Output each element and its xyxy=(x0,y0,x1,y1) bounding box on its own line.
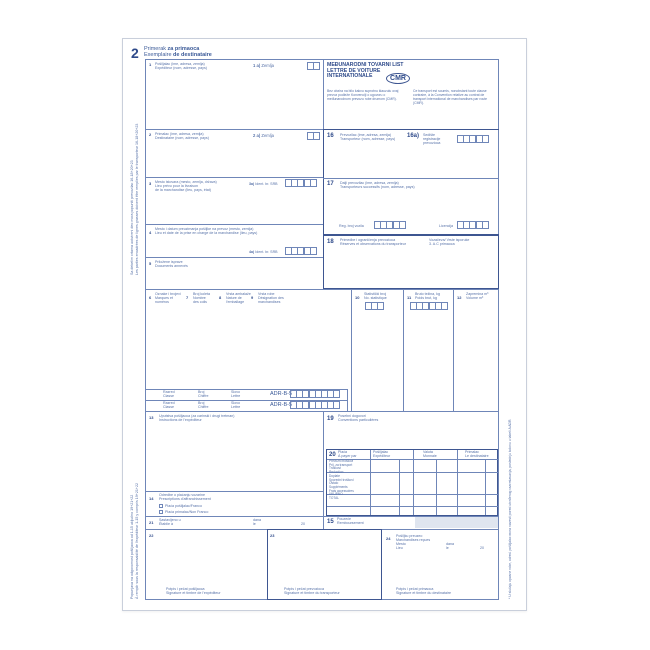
field-20-head-sr: Plaća xyxy=(338,450,347,454)
field-24-place-fr: Lieu xyxy=(396,546,403,550)
dg-row1-boxes[interactable] xyxy=(290,390,340,398)
frame-top xyxy=(145,59,498,60)
field-2a-label xyxy=(253,134,274,138)
dg-row2-class-sr: Razred xyxy=(163,401,175,405)
field-21-year: 20 xyxy=(301,522,305,526)
field-24-date-sr: dana xyxy=(446,542,454,546)
field-11-label-fr: Poids brut, kg xyxy=(415,296,437,300)
checkbox-non-franco[interactable] xyxy=(159,510,163,514)
field-2-label-sr: Primalac (ime, adresa, zemlja) xyxy=(155,132,204,136)
field-16-label-fr: Transporteur (nom, adresse, pays) xyxy=(340,137,396,141)
divider-1-2 xyxy=(145,129,323,130)
col-divider-12 xyxy=(453,289,454,411)
f20-row-label: Prij. za transport xyxy=(329,462,353,467)
field-17-reg-boxes[interactable] xyxy=(374,221,405,229)
divider-16-17 xyxy=(323,178,499,179)
field-20-col3-fr: Le destinataire xyxy=(465,454,489,458)
field-4a-text: Ident. br. SRB xyxy=(255,250,278,254)
dg-row2-number-fr: Chiffre xyxy=(198,405,209,409)
f20-row-label: UKUPNO xyxy=(329,492,343,497)
dg-right-line xyxy=(347,389,348,411)
field-16a-label-1: Sedište xyxy=(423,133,435,137)
field-4-number: 4 xyxy=(149,230,152,235)
dg-row1-class-fr: Classe xyxy=(163,394,174,398)
field-1a-number: 1 a) xyxy=(253,63,261,68)
field-24-label-fr: Marchandises reçues xyxy=(396,538,431,542)
dg-row2-code: ADR-B-5 xyxy=(270,402,293,408)
field-17-licence-label: Licencija xyxy=(439,224,453,228)
f20-row-label: Suppléments xyxy=(329,484,348,489)
field-14-option-franco[interactable] xyxy=(159,504,202,508)
field-20-col3-sr: Primalac xyxy=(465,450,479,454)
option-franco-label: Plaća pošiljalac/Franco xyxy=(165,504,202,508)
field-14-label-fr: Prescriptions d'affranchissement xyxy=(159,497,211,501)
dg-row2-letter-fr: Lettre xyxy=(231,405,241,409)
copy-label-sr-bold: za primaoca xyxy=(167,46,200,52)
field-7-label-fr: Nombre des colis xyxy=(193,296,207,305)
field-2-number: 2 xyxy=(149,132,152,137)
field-16a-boxes[interactable] xyxy=(457,135,488,143)
field-11-number: 11 xyxy=(407,295,412,300)
field-10-label-fr: No. statistique xyxy=(364,296,387,300)
field-21-date-sr: dana xyxy=(253,518,261,522)
f20-row-label: Doplate xyxy=(329,473,340,478)
divider-goods-13 xyxy=(145,411,499,412)
field-20-col2-sr: Valuta xyxy=(423,450,433,454)
field-3-label-sr: Mesto istovara (mesto, zemlja, država) xyxy=(155,180,217,184)
field-10-label-sr: Statistički broj xyxy=(364,292,387,296)
field-5-number: 5 xyxy=(149,261,152,266)
dg-row2-class-fr: Classe xyxy=(163,405,174,409)
divider-14-21 xyxy=(145,516,323,517)
field-20-col1-sr: Pošiljalac xyxy=(373,450,389,454)
title-line-1: MEĐUNARODNI TOVARNI LIST xyxy=(327,62,404,68)
field-13-label-sr: Uputstva pošiljaoca (za carinski i drugi tretman) xyxy=(159,414,235,418)
field-1a-text: Zemlja xyxy=(261,63,274,68)
field-2-label-fr: Destinataire (nom, adresse, pays) xyxy=(155,136,209,140)
field-23-number: 23 xyxy=(270,533,275,538)
field-24-year: 20 xyxy=(480,546,484,550)
dg-row1-number-sr: Broj xyxy=(198,390,205,394)
field-4a-boxes[interactable] xyxy=(285,247,316,255)
field-8-label-fr: Nature de l'emballage xyxy=(226,296,245,305)
field-16a-label-2: registracije xyxy=(423,137,441,141)
field-15-number: 15 xyxy=(327,519,334,525)
field-16a-label-3: prevozioca xyxy=(423,141,441,145)
field-3-label-fr2: de la marchandise (lieu, pays, état) xyxy=(155,188,211,192)
field-1-label-fr: Expéditeur (nom, adresse, pays) xyxy=(155,66,207,70)
field-24-number: 24 xyxy=(386,536,391,541)
field-1a-label xyxy=(253,64,274,68)
field-21-date-fr: le xyxy=(253,522,256,526)
field-7-label-sr: Broj koleta xyxy=(193,292,210,296)
field-18-label-fr: Réserves et observations du transporteur xyxy=(340,242,406,246)
field-20-head-fr: À payer par xyxy=(338,454,357,458)
field-1-label-sr: Pošiljalac (ime, adresa, zemlja) xyxy=(155,62,205,66)
field-3-label-fr: Lieu prévu pour la livraison xyxy=(155,184,198,188)
field-1-number: 1 xyxy=(149,62,152,67)
field-2a-text: Zemlja xyxy=(261,133,274,138)
side-left-bottom-sr: Popunjava na odgovornost pošiljaoca od 1-15 uključno 19+21+22 xyxy=(130,494,134,599)
option-non-franco-label: Plaća primalac/Non Franco xyxy=(165,510,209,514)
field-20-row-labels xyxy=(329,460,354,501)
dg-row1-number-fr: Chiffre xyxy=(198,394,209,398)
field-16a-number: 16a) xyxy=(407,133,420,139)
col-divider-11 xyxy=(403,289,404,411)
frame-left xyxy=(145,59,146,599)
field-21-label-sr: Sastavljeno u xyxy=(159,518,181,522)
field-10-number: 10 xyxy=(355,295,360,300)
f20-row-label: Prevozni troškovi xyxy=(329,459,354,463)
field-12-label-fr: Volume m³ xyxy=(466,296,484,300)
field-3a-number: 3a) xyxy=(249,182,255,186)
field-21-label-fr: Établie à xyxy=(159,522,173,526)
field-6-label-sr: Oznake i brojevi xyxy=(155,292,181,296)
field-13-label-fr: Instructions de l'expéditeur xyxy=(159,418,202,422)
col-divider-10 xyxy=(351,289,352,411)
field-13-number: 13 xyxy=(149,415,154,420)
field-4a-label xyxy=(249,250,278,254)
copy-label-fr-bold: de destinataire xyxy=(173,52,212,58)
field-20-col2-fr: Monnaie xyxy=(423,454,437,458)
dg-row2-number-sr: Broj xyxy=(198,401,205,405)
field-12-number: 12 xyxy=(457,295,462,300)
copy-label-sr: Primerak xyxy=(144,46,168,52)
dg-row1-letter-fr: Lettre xyxy=(231,394,241,398)
title-line-3: INTERNATIONALE xyxy=(327,73,373,80)
field-8-label-sr: Vrsta ambalaže xyxy=(226,292,251,296)
checkbox-franco[interactable] xyxy=(159,504,163,508)
title-note-right: Ce transport est soumis, nonobstant toute clause contraire, à la Convention relative au contrat de transport international de marchandises par route (CMR). xyxy=(413,89,488,105)
dg-row2-letter-sr: Slovo xyxy=(231,401,240,405)
divider-2-3 xyxy=(145,177,323,178)
field-1a-country-boxes[interactable] xyxy=(307,62,319,70)
field-3a-boxes[interactable] xyxy=(285,179,316,187)
field-3-number: 3 xyxy=(149,181,152,186)
f20-row-label: Troškovi xyxy=(329,466,341,471)
field-17-number: 17 xyxy=(327,181,334,187)
field-21-number: 21 xyxy=(149,520,154,525)
divider-4-5 xyxy=(145,257,323,258)
field-17-label-fr: Transporteurs successifs (nom, adresse, pays) xyxy=(340,185,415,189)
field-9-label-fr: Désignation des marchandises xyxy=(258,296,284,305)
field-14-option-non-franco[interactable] xyxy=(159,510,208,514)
field-17-reg-label: Reg. broj vozila xyxy=(339,224,364,228)
field-4-label-fr: Lieu et date de la prise en charge de la marchandise (lieu, pays) xyxy=(155,231,258,235)
field-5-label-sr: Priložene isprave xyxy=(155,260,183,264)
copy-number: 2 xyxy=(131,45,139,61)
field-24-signature-sr: Potpis i pečat primaoca xyxy=(396,587,434,591)
field-16-number: 16 xyxy=(327,133,334,139)
field-9-number: 9 xyxy=(251,295,254,300)
f20-row-label: Sporedni troškovi xyxy=(329,477,354,482)
title-line-2: LETTRE DE VOITURE xyxy=(327,67,381,74)
f20-row-label: TOTAL xyxy=(329,496,339,501)
field-7-number: 7 xyxy=(186,295,189,300)
field-19-label-sr: Posebni dogovori xyxy=(338,414,366,418)
field-14-number: 14 xyxy=(149,496,154,501)
side-left-top-sr: Sa debelim crtama uokvireni deo mora popuniti prevozilac 16-18+20+23 xyxy=(130,160,134,275)
field-22-label-fr: Signature et timbre de l'expéditeur xyxy=(166,591,221,595)
field-3a-text: Ident. br. SRB xyxy=(255,182,278,186)
copy-label xyxy=(144,46,212,58)
field-22-label-sr: Potpis i pečat pošiljaoca xyxy=(166,587,205,591)
divider-3-4 xyxy=(145,224,323,225)
mid-divider-bottom xyxy=(323,411,324,529)
dg-row1-letter-sr: Slovo xyxy=(231,390,240,394)
divider-5-6 xyxy=(145,289,499,290)
field-24-date-fr: le xyxy=(446,546,449,550)
copy-label-fr: Exemplaire xyxy=(144,52,174,58)
title-note-left: Bez obzira na bilo kakvu suprotnu klauzulu ovaj prevoz podleže Konvenciji o ugovoru o međunarodnom prevozu robe drumom (CMR). xyxy=(327,89,399,101)
field-18-label-sr: Primedbe i ograničenja prevozioca xyxy=(340,238,396,242)
field-8-number: 8 xyxy=(219,295,222,300)
dg-row1-code: ADR-B-5 xyxy=(270,391,293,397)
field-19-number: 19 xyxy=(327,416,334,422)
field-4a-number: 4a) xyxy=(249,250,255,254)
field-19-label-fr: Conventions particulières xyxy=(338,418,379,422)
f20-row-label: Ostalo xyxy=(329,481,339,486)
dg-row1-class-sr: Razred xyxy=(163,390,175,394)
cmr-badge: CMR xyxy=(386,73,410,84)
f20-row-label: Frais accessoires xyxy=(329,488,354,493)
field-6-label-fr: Marques et numéros xyxy=(155,296,173,305)
field-23-label-sr: Potpis i pečat prevozioca xyxy=(284,587,324,591)
divider-13-14 xyxy=(145,491,323,492)
field-2a-country-boxes[interactable] xyxy=(307,132,319,140)
field-18-right-label-1: Vozačeva/ Vrste isporuke xyxy=(429,238,470,242)
field-3a-label xyxy=(249,182,278,186)
field-24-place-sr: Mesto xyxy=(396,542,406,546)
dg-row2-boxes[interactable] xyxy=(290,401,340,409)
field-17-licence-boxes[interactable] xyxy=(457,221,488,229)
field-18-right-label-2: 3. A.C primaoca xyxy=(429,242,455,246)
field-2a-number: 2 a) xyxy=(253,133,261,138)
field-4-label-sr: Mesto i datum preuzimanja pošiljke na prevoz (mesto, zemlja) xyxy=(155,227,254,231)
field-15-label-sr: Pouzeće xyxy=(337,517,351,521)
field-10-boxes[interactable] xyxy=(365,302,384,310)
side-left-top-fr: Les parties encadrées de lignes grasses doivent être remplies par le transporteur 16-18+20+23 xyxy=(135,123,139,275)
field-24-label-sr: Pošiljku preuzeo xyxy=(396,534,423,538)
field-22-number: 22 xyxy=(149,533,154,538)
field-6-number: 6 xyxy=(149,295,152,300)
side-left-bottom-fr: À remplir sous la responsabilité de l'expéditeur 1-15 y compris 19+21+22 xyxy=(135,483,139,599)
field-16-label-sr: Prevozilac (ime, adresa, zemlja) xyxy=(340,133,392,137)
field-20-number: 20 xyxy=(329,452,336,458)
field-18-number: 18 xyxy=(327,239,334,245)
field-23-label-fr: Signature et timbre du transporteur xyxy=(284,591,340,595)
field-15-label-fr: Remboursement xyxy=(337,521,364,525)
field-17-label-sr: Dalji prevozilac (ime, adresa, zemlja) xyxy=(340,181,399,185)
field-24-signature-fr: Signature et timbre du destinataire xyxy=(396,591,451,595)
field-14-label-sr: Odredbe o plaćanju vozarine xyxy=(159,493,205,497)
f20-row-line-3 xyxy=(327,506,498,507)
cmr-form-sheet xyxy=(122,38,527,611)
field-15-shaded-input[interactable] xyxy=(415,517,498,528)
field-11-boxes[interactable] xyxy=(410,302,447,310)
field-20-col1-fr: Expéditeur xyxy=(373,454,391,458)
field-11-label-sr: Bruto težina, kg xyxy=(415,292,440,296)
f20-row-label: Reduction xyxy=(329,470,344,475)
field-9-label-sr: Vrsta robe xyxy=(258,292,275,296)
field-12-label-sr: Zapremina m³ xyxy=(466,292,489,296)
field-5-label-fr: Documents annexés xyxy=(155,264,188,268)
side-right-note: * U slučaju opasne robe, odred. pošiljalac mora navesti pored utvrđenog razvrstavanja, poslednju kolonu u tabeli A ADR. xyxy=(508,418,512,599)
